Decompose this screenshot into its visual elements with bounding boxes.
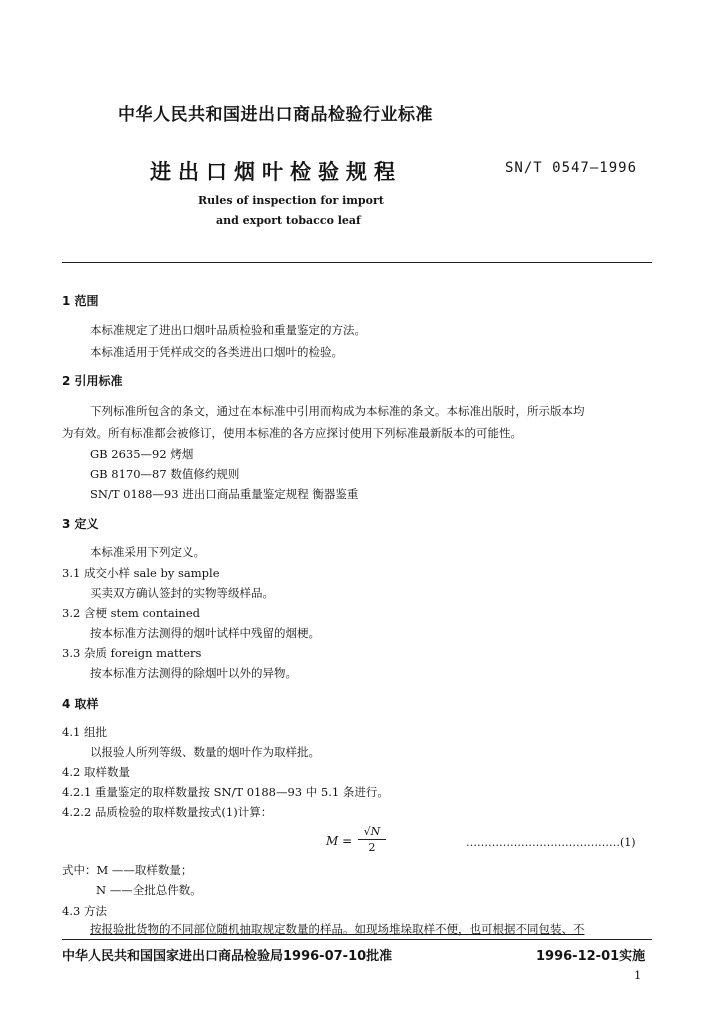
section-1-paragraph-1: 本标准规定了进出口烟叶品质检验和重量鉴定的方法。 [90,323,366,337]
section-2-paragraph-line2: 为有效。所有标准都会被修订，使用本标准的各方应探讨使用下列标准最新版本的可能性。 [62,426,522,440]
section-2-heading: 2 引用标准 [62,374,123,388]
approval-statement: 中华人民共和国国家进出口商品检验局1996-07-10批准 [62,949,393,964]
standard-code: SN/T 0547—1996 [505,160,638,176]
document-title: 进出口烟叶检验规程 [150,160,402,184]
formula-denominator: 2 [368,841,376,854]
section-3-heading: 3 定义 [62,517,99,531]
section-1-heading: 1 范围 [62,294,99,308]
clause-4-1-text: 以报验人所列等级、数量的烟叶作为取样批。 [90,745,320,759]
clause-4-2-1: 4.2.1 重量鉴定的取样数量按 SN/T 0188—93 中 5.1 条进行。 [62,785,389,799]
definition-3-3: 按本标准方法测得的除烟叶以外的异物。 [90,666,297,680]
clause-4-3-heading: 4.3 方法 [62,904,107,918]
header-divider [62,262,652,263]
formula-where-line2: N ——全批总件数。 [96,883,202,897]
term-3-2: 3.2 含梗 stem contained [62,606,200,620]
effective-date: 1996-12-01实施 [536,949,646,964]
term-3-1: 3.1 成交小样 sale by sample [62,566,220,580]
reference-gb2635: GB 2635—92 烤烟 [90,447,194,461]
reference-snt0188: SN/T 0188—93 进出口商品重量鉴定规程 衡器鉴重 [90,487,359,501]
formula-lhs: M = [326,834,353,848]
clause-4-1-heading: 4.1 组批 [62,725,107,739]
english-title-line1: Rules of inspection for import [198,194,384,207]
clause-4-2-2: 4.2.2 品质检验的取样数量按式(1)计算： [62,805,273,819]
section-1-paragraph-2: 本标准适用于凭样成交的各类进出口烟叶的检验。 [90,345,343,359]
formula-number-leader: ……………………………………(1) [466,836,636,849]
section-4-heading: 4 取样 [62,697,99,711]
formula-fraction [358,825,386,854]
english-title-line2: and export tobacco leaf [216,214,361,227]
page-number: 1 [634,968,642,982]
term-3-3: 3.3 杂质 foreign matters [62,646,202,660]
clause-4-3-text: 按报验批货物的不同部位随机抽取规定数量的样品。如现场堆垛取样不便，也可根据不同包装、不 [90,922,585,936]
formula-where-line1: 式中：M ——取样数量； [62,863,193,877]
standard-org-header: 中华人民共和国进出口商品检验行业标准 [118,105,433,125]
formula-numerator: √N [358,825,386,840]
definition-3-1: 买卖双方确认签封的实物等级样品。 [90,586,274,600]
reference-gb8170: GB 8170—87 数值修约规则 [90,467,240,481]
footer-divider [62,939,652,940]
section-3-intro: 本标准采用下列定义。 [90,545,205,559]
section-2-paragraph-line1: 下列标准所包含的条文，通过在本标准中引用而构成为本标准的条文。本标准出版时，所示版本均 [90,404,585,418]
clause-4-2-heading: 4.2 取样数量 [62,765,130,779]
definition-3-2: 按本标准方法测得的烟叶试样中残留的烟梗。 [90,626,320,640]
